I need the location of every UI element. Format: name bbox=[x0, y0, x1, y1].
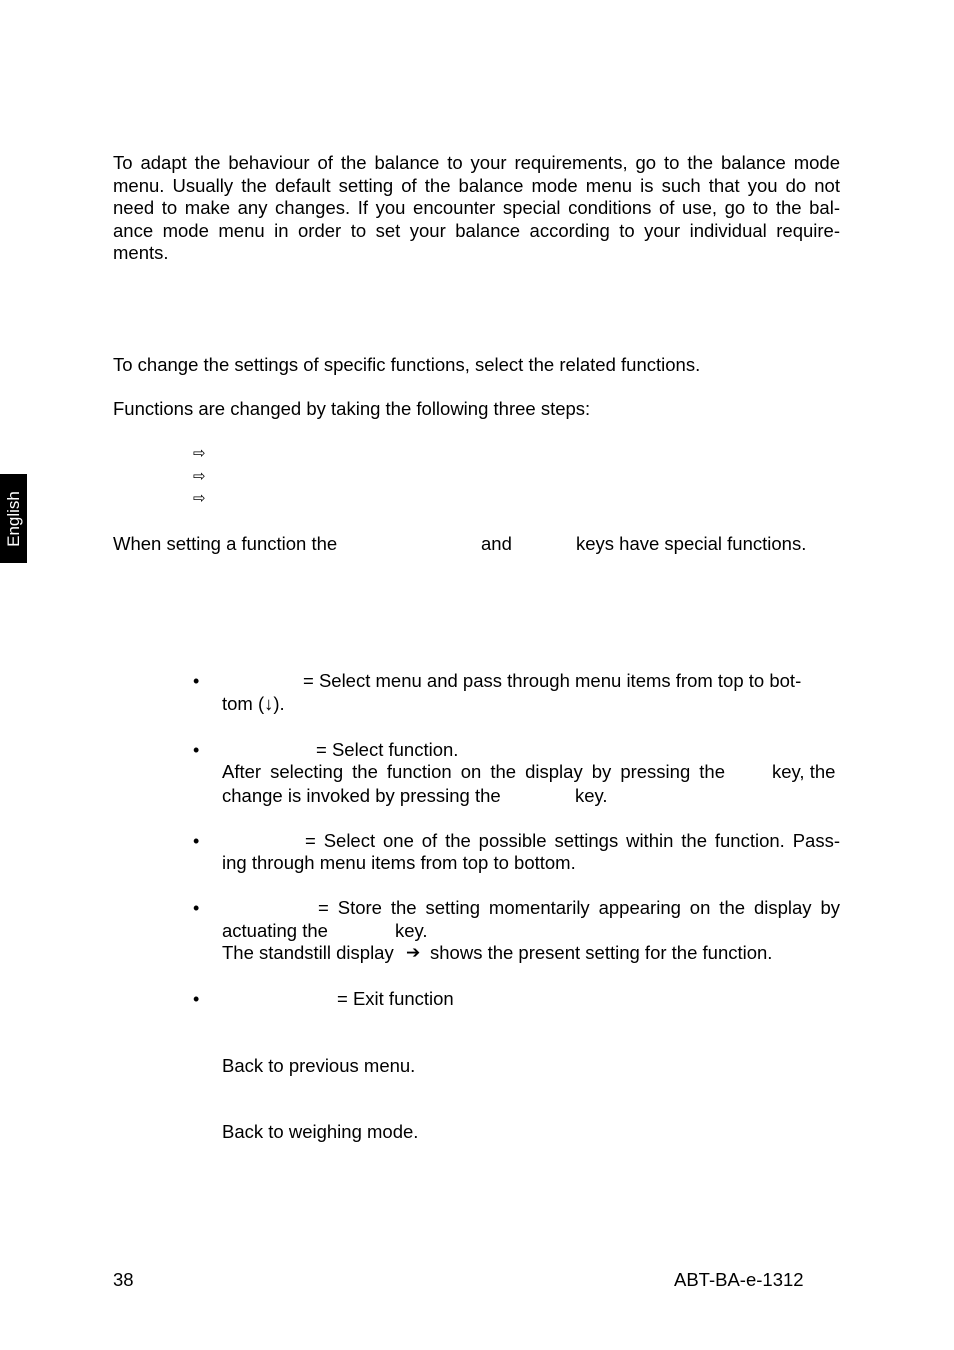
step-arrow-icon: ⇨ bbox=[193, 490, 206, 507]
intro-line: need to make any changes. If you encounter special conditions of use, go to the bal- bbox=[113, 197, 840, 218]
bullet-text: key. bbox=[395, 920, 428, 941]
bullet-text: change is invoked by pressing the bbox=[222, 785, 501, 806]
bullet-text: tom (↓). bbox=[222, 693, 285, 714]
bullet-icon: • bbox=[193, 740, 200, 760]
document-code: ABT-BA-e-1312 bbox=[674, 1269, 804, 1290]
change-settings-text: To change the settings of specific functions, select the related functions. bbox=[113, 354, 701, 375]
language-tab-label: English bbox=[3, 490, 23, 547]
bullet-text: = Select one of the possible settings within the function. Pass- bbox=[305, 830, 840, 851]
bullet-text: = Store the setting momentarily appearing on the display by bbox=[318, 897, 840, 918]
bullet-text: actuating the bbox=[222, 920, 328, 941]
back-previous-text: Back to previous menu. bbox=[222, 1055, 416, 1076]
bullet-icon: • bbox=[193, 671, 200, 691]
bullet-text: = Exit function bbox=[337, 988, 454, 1009]
bullet-text: = Select menu and pass through menu items from top to bot- bbox=[303, 670, 802, 691]
three-steps-text: Functions are changed by taking the following three steps: bbox=[113, 398, 591, 419]
step-arrow-icon: ⇨ bbox=[193, 468, 206, 485]
bullet-text: = Select function. bbox=[316, 739, 459, 760]
bullet-text: The standstill display bbox=[222, 942, 394, 963]
intro-paragraph bbox=[113, 152, 840, 265]
intro-line: menu. Usually the default setting of the balance mode menu is such that you do not bbox=[113, 174, 840, 196]
step-arrow-icon: ⇨ bbox=[193, 445, 206, 462]
bullet-text: After selecting the function on the display by pressing the bbox=[222, 761, 725, 782]
intro-line: To adapt the behaviour of the balance to your requirements, go to the balance mode bbox=[113, 152, 840, 173]
bullet-icon: • bbox=[193, 898, 200, 918]
back-weighing-text: Back to weighing mode. bbox=[222, 1121, 419, 1142]
keys-sentence-end: keys have special functions. bbox=[576, 533, 807, 554]
bullet-text: key. bbox=[575, 785, 608, 806]
bullet-text: ing through menu items from top to bottom. bbox=[222, 852, 576, 873]
bullet-text: shows the present setting for the function. bbox=[430, 942, 773, 963]
keys-sentence-start: When setting a function the bbox=[113, 533, 338, 554]
intro-line: ments. bbox=[113, 242, 169, 263]
page-number: 38 bbox=[113, 1269, 134, 1290]
standstill-arrow-icon: ➔ bbox=[406, 943, 421, 962]
language-tab bbox=[0, 474, 27, 563]
bullet-text: key, the bbox=[772, 761, 836, 782]
intro-line: ance mode menu in order to set your balance according to your individual require- bbox=[113, 219, 840, 241]
keys-sentence-and: and bbox=[481, 533, 512, 554]
bullet-icon: • bbox=[193, 831, 200, 851]
bullet-icon: • bbox=[193, 989, 200, 1009]
